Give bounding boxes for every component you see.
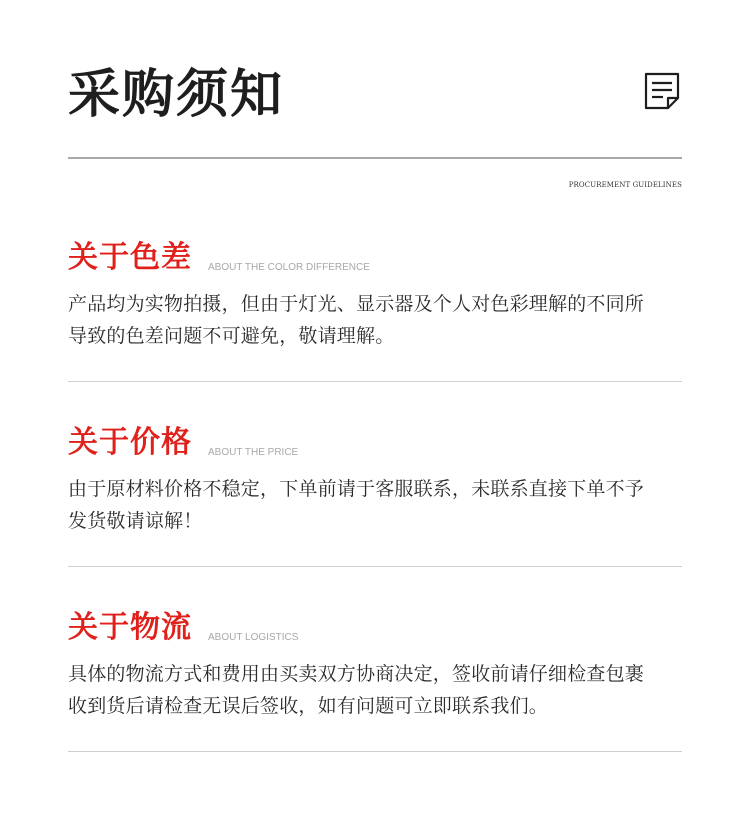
body-line: 产品均为实物拍摄，但由于灯光、显示器及个人对色彩理解的不同所	[68, 293, 645, 315]
body-line: 由于原材料价格不稳定，下单前请于客服联系，未联系直接下单不予	[68, 478, 645, 500]
section-title: 关于色差	[68, 240, 192, 275]
section-subtitle: ABOUT THE COLOR DIFFERENCE	[208, 262, 370, 273]
section-subtitle: ABOUT THE PRICE	[208, 447, 299, 458]
header-divider	[68, 157, 682, 159]
body-line: 具体的物流方式和费用由买卖双方协商决定，签收前请仔细检查包裹	[68, 663, 645, 685]
section-subtitle: ABOUT LOGISTICS	[208, 632, 299, 643]
section-heading	[68, 236, 688, 276]
page-subtitle: PROCUREMENT GUIDELINES	[568, 181, 682, 189]
page-title: 采购须知	[68, 65, 285, 125]
section-body	[68, 288, 684, 352]
section-divider	[68, 751, 682, 752]
section-body	[68, 658, 684, 722]
section-divider	[68, 381, 682, 382]
section-price	[68, 421, 688, 537]
section-heading	[68, 606, 688, 646]
body-line: 导致的色差问题不可避免，敬请理解。	[68, 325, 395, 347]
body-line: 收到货后请检查无误后签收，如有问题可立即联系我们。	[68, 695, 549, 717]
section-logistics	[68, 606, 688, 722]
section-color-difference	[68, 236, 688, 352]
section-title: 关于物流	[68, 610, 192, 645]
section-heading	[68, 421, 688, 461]
document-icon	[644, 72, 680, 110]
section-body	[68, 473, 684, 537]
section-divider	[68, 566, 682, 567]
body-line: 发货敬请谅解！	[68, 510, 203, 532]
section-title: 关于价格	[68, 425, 192, 460]
